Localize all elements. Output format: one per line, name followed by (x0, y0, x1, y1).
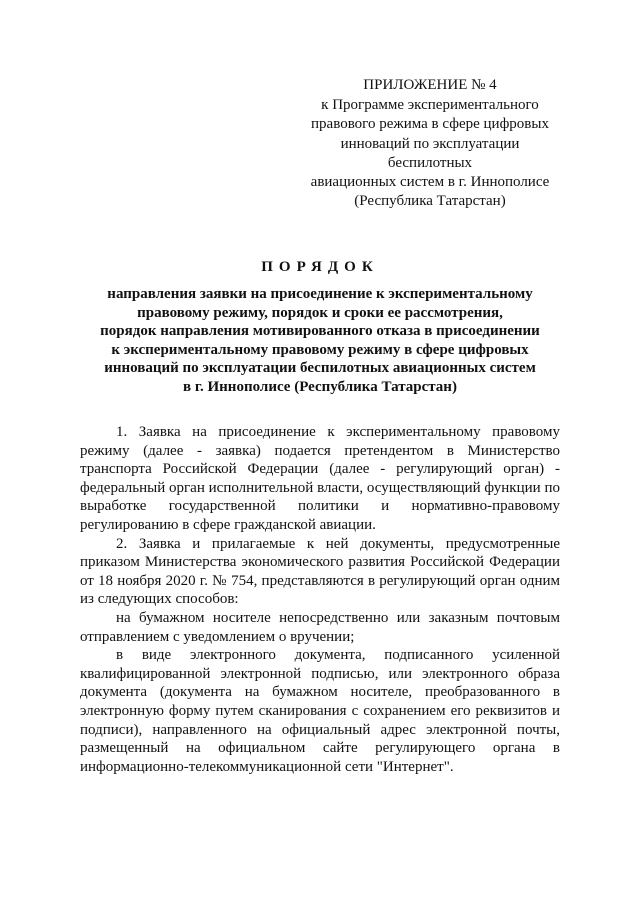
paragraph-1: 1. Заявка на присоединение к экспериментальному правовому режиму (далее - заявка) подается претендентом в Министерство транспорта Российской Федерации (далее - регулирующий орган) - федеральный орган исполнительной власти, осуществляющий функции по выработке государственной политики и нормативно-правовому регулированию в сфере гражданской авиации. (80, 424, 560, 533)
document-title: ПОРЯДОК (261, 259, 379, 275)
paragraph-4: в виде электронного документа, подписанного усиленной квалифицированной электронной подписью, или электронного образа документа (документа на бумажном носителе, преобразованного в электронную форму путем сканирования с сохранением его реквизитов и подписи), направленного на официальный адрес электронной почты, размещенный на официальном сайте регулирующего органа в информационно-телекоммуникационной сети "Интернет". (80, 647, 560, 775)
document-subtitle: направления заявки на присоединение к экспериментальному правовому режиму, порядок и сроки ее рассмотрения, порядок направления мотивированного отказа в присоединении к экспериментальному правовому режиму в сфере цифровых инноваций по эксплуатации беспилотных авиационных систем в г. Иннополисе (Республика Татарстан) (100, 286, 540, 395)
annex-title: ПРИЛОЖЕНИЕ № 4 (363, 77, 497, 93)
annex-header (300, 76, 560, 211)
document-body (80, 423, 560, 776)
paragraph-2: 2. Заявка и прилагаемые к ней документы, предусмотренные приказом Министерства экономического развития Российской Федерации от 18 ноября 2020 г. № 754, представляются в регулирующий орган одним из следующих способов: (80, 535, 560, 608)
paragraph-3: на бумажном носителе непосредственно или заказным почтовым отправлением с уведомлением о вручении; (80, 609, 560, 645)
annex-reference: к Программе экспериментального правового режима в сфере цифровых инноваций по эксплуатации беспилотных авиационных систем в г. Иннополисе (Республика Татарстан) (310, 97, 550, 210)
